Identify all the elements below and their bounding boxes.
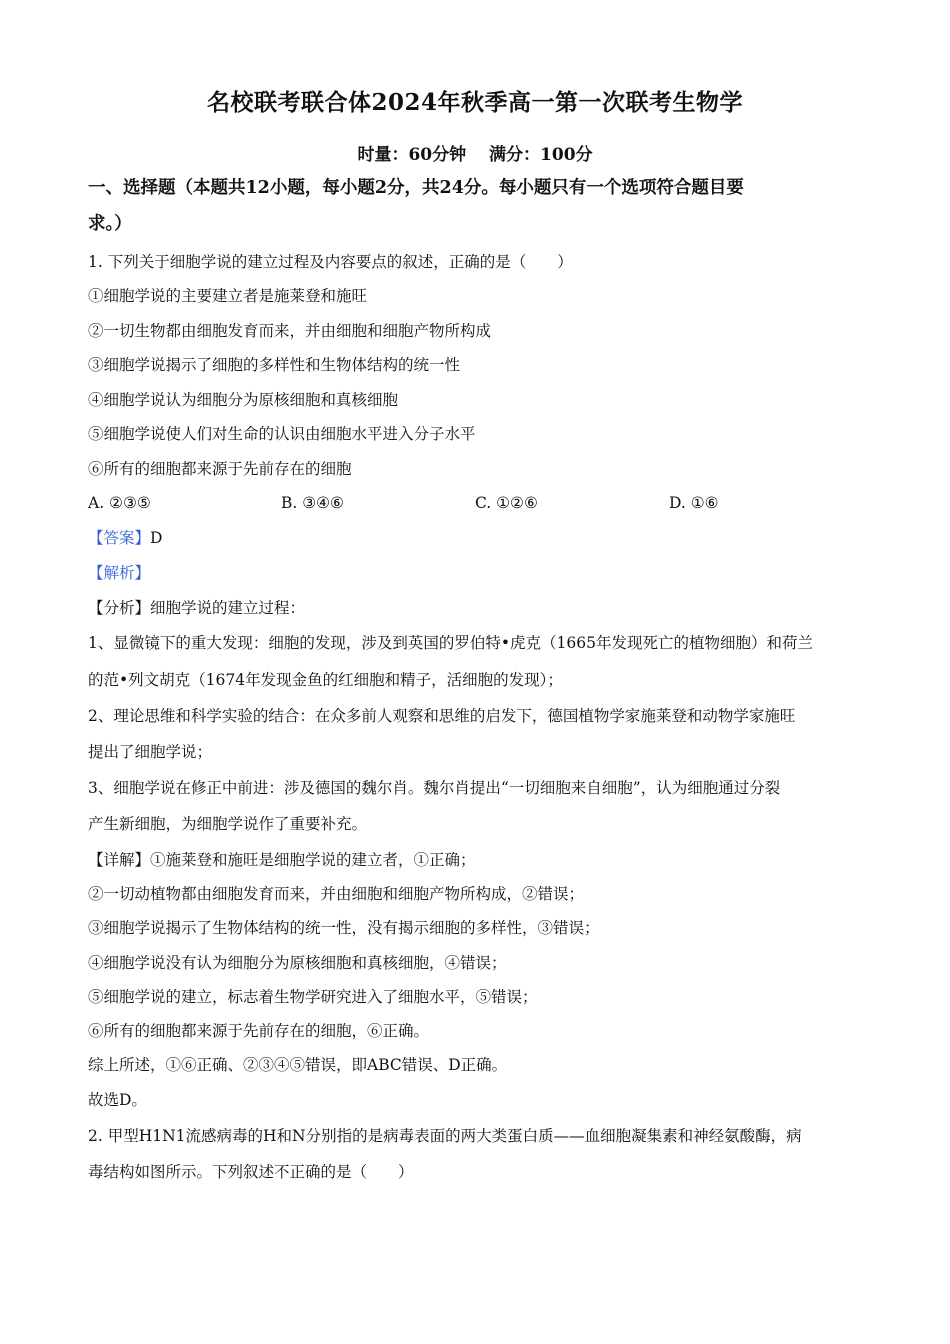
detail-line: ②一切动植物都由细胞发育而来，并由细胞和细胞产物所构成，②错误； xyxy=(88,885,585,903)
answer-tag: 【答案】 xyxy=(88,529,151,547)
analysis-point: 产生新细胞，为细胞学说作了重要补充。 xyxy=(88,815,368,833)
q1-option-c: C. ①②⑥ xyxy=(475,494,538,512)
q2-stem-line2: 毒结构如图所示。下列叙述不正确的是（ ） xyxy=(88,1163,414,1181)
q1-stem: 1. 下列关于细胞学说的建立过程及内容要点的叙述，正确的是（ ） xyxy=(88,253,573,271)
section-heading-line2: 求。） xyxy=(88,214,132,234)
analysis-point: 2、理论思维和科学实验的结合：在众多前人观察和思维的启发下，德国植物学家施莱登和动物学家施旺 xyxy=(88,707,796,725)
fenxi-line xyxy=(88,598,878,618)
detail-line: 故选D。 xyxy=(88,1091,147,1109)
q1-statement: ⑤细胞学说使人们对生命的认识由细胞水平进入分子水平 xyxy=(88,425,476,443)
detail-line: ⑤细胞学说的建立，标志着生物学研究进入了细胞水平，⑤错误； xyxy=(88,988,538,1006)
answer-value: D xyxy=(150,529,163,547)
q1-statement: ③细胞学说揭示了细胞的多样性和生物体结构的统一性 xyxy=(88,356,461,374)
q1-answer xyxy=(88,528,878,548)
analysis-point: 的范•列文胡克（1674年发现金鱼的红细胞和精子，活细胞的发现）； xyxy=(88,671,563,689)
section-heading-line1: 一、选择题（本题共12小题，每小题2分，共24分。每小题只有一个选项符合题目要 xyxy=(88,178,744,198)
detail-tag: 【详解】 xyxy=(88,851,151,869)
detail-line: 综上所述，①⑥正确、②③④⑤错误，即ABC错误、D正确。 xyxy=(88,1056,508,1074)
document-title: 名校联考联合体2024年秋季高一第一次联考生物学 xyxy=(206,89,743,116)
analysis-tag: 【解析】 xyxy=(88,564,151,582)
detail-line: ③细胞学说揭示了生物体结构的统一性，没有揭示细胞的多样性，③错误； xyxy=(88,919,600,937)
q1-option-d: D. ①⑥ xyxy=(669,494,719,512)
q2-stem-line1: 2. 甲型H1N1流感病毒的H和N分别指的是病毒表面的两大类蛋白质——血细胞凝集素和神经氨酸酶，病 xyxy=(88,1127,802,1145)
analysis-point: 1、显微镜下的重大发现：细胞的发现，涉及到英国的罗伯特•虎克（1665年发现死亡的植物细胞）和荷兰 xyxy=(88,634,813,652)
detail-line: ④细胞学说没有认为细胞分为原核细胞和真核细胞，④错误； xyxy=(88,954,507,972)
fenxi-text: 细胞学说的建立过程： xyxy=(150,599,306,617)
q1-statement: ①细胞学说的主要建立者是施莱登和施旺 xyxy=(88,287,368,305)
detail-line xyxy=(88,850,878,870)
exam-info: 时量：60分钟 满分：100分 xyxy=(357,145,593,165)
q1-option-b: B. ③④⑥ xyxy=(281,494,344,512)
detail-line: ⑥所有的细胞都来源于先前存在的细胞，⑥正确。 xyxy=(88,1022,430,1040)
q1-statement: ⑥所有的细胞都来源于先前存在的细胞 xyxy=(88,460,352,478)
analysis-point: 3、细胞学说在修正中前进：涉及德国的魏尔肖。魏尔肖提出“一切细胞来自细胞”，认为细胞通过分裂 xyxy=(88,779,781,797)
analysis-point: 提出了细胞学说； xyxy=(88,743,213,761)
detail-text: ①施莱登和施旺是细胞学说的建立者，①正确； xyxy=(150,851,476,869)
q1-option-a: A. ②③⑤ xyxy=(88,494,151,512)
q1-statement: ②一切生物都由细胞发育而来，并由细胞和细胞产物所构成 xyxy=(88,322,492,340)
fenxi-tag: 【分析】 xyxy=(88,599,151,617)
q1-statement: ④细胞学说认为细胞分为原核细胞和真核细胞 xyxy=(88,391,399,409)
